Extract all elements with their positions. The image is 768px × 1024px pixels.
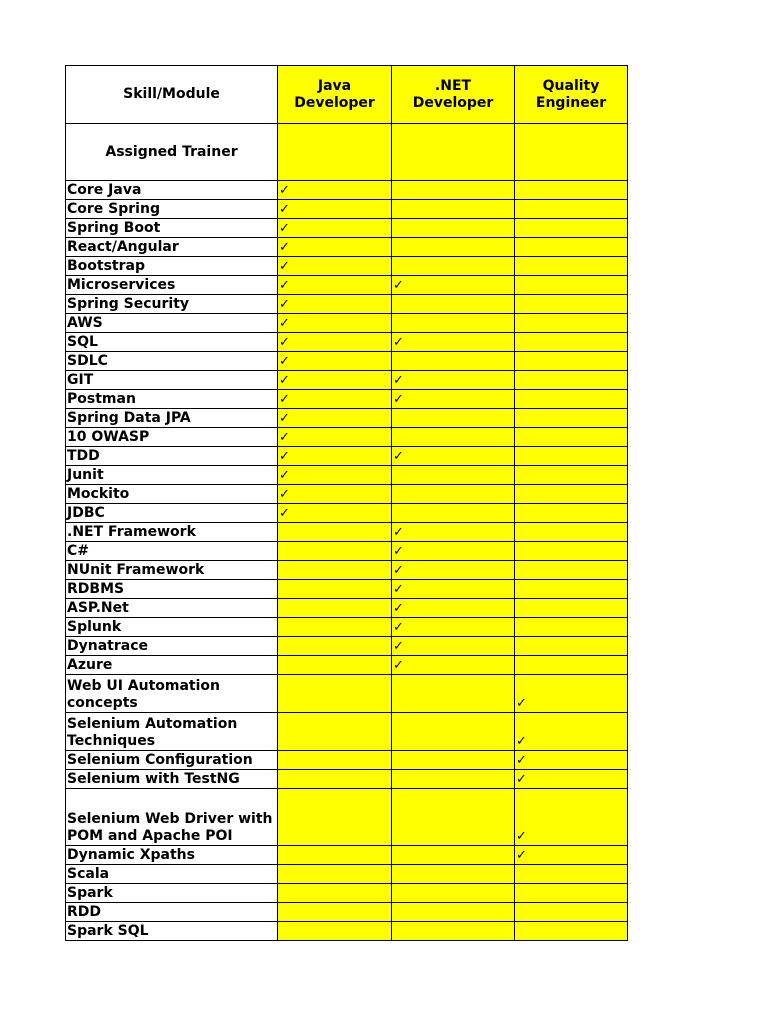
trainer-qe (515, 124, 628, 181)
check-cell-qe (515, 447, 628, 466)
checkmark-icon: ✓ (279, 392, 290, 407)
skill-name: Core Spring (66, 200, 278, 219)
check-cell-qe (515, 257, 628, 276)
check-cell-qe (515, 276, 628, 295)
table-row (66, 276, 628, 295)
checkmark-icon: ✓ (279, 506, 290, 521)
check-cell-net (392, 257, 515, 276)
skill-name: AWS (66, 314, 278, 333)
check-cell-java (278, 371, 392, 390)
skill-name: Selenium Automation Techniques (66, 713, 278, 751)
check-cell-net (392, 352, 515, 371)
checkmark-icon: ✓ (279, 316, 290, 331)
check-cell-java (278, 713, 392, 751)
check-cell-java (278, 523, 392, 542)
check-cell-qe (515, 390, 628, 409)
assigned-trainer-label: Assigned Trainer (66, 124, 278, 181)
skill-name: GIT (66, 371, 278, 390)
check-cell-qe (515, 618, 628, 637)
table-row (66, 846, 628, 865)
check-cell-java (278, 542, 392, 561)
skill-name: 10 OWASP (66, 428, 278, 447)
table-row (66, 523, 628, 542)
check-cell-java (278, 200, 392, 219)
check-cell-net (392, 770, 515, 789)
table-row (66, 371, 628, 390)
checkmark-icon: ✓ (393, 373, 404, 388)
check-cell-qe (515, 352, 628, 371)
table-row (66, 200, 628, 219)
table-row (66, 238, 628, 257)
skill-name: Spring Security (66, 295, 278, 314)
table-row (66, 561, 628, 580)
header-skill-module: Skill/Module (66, 66, 278, 124)
table-row (66, 466, 628, 485)
skill-name: SQL (66, 333, 278, 352)
check-cell-qe (515, 466, 628, 485)
check-cell-qe (515, 561, 628, 580)
checkmark-icon: ✓ (279, 221, 290, 236)
check-cell-java (278, 637, 392, 656)
checkmark-icon: ✓ (516, 848, 527, 863)
skill-name: Azure (66, 656, 278, 675)
skills-matrix-table (65, 65, 628, 941)
skill-name: Spark SQL (66, 922, 278, 941)
check-cell-qe (515, 656, 628, 675)
check-cell-java (278, 599, 392, 618)
check-cell-java (278, 561, 392, 580)
table-row (66, 618, 628, 637)
table-row (66, 352, 628, 371)
checkmark-icon: ✓ (393, 639, 404, 654)
checkmark-icon: ✓ (279, 278, 290, 293)
check-cell-java (278, 409, 392, 428)
check-cell-net (392, 523, 515, 542)
check-cell-java (278, 181, 392, 200)
table-row (66, 751, 628, 770)
table-row (66, 333, 628, 352)
skill-name: Spring Boot (66, 219, 278, 238)
header-net-developer: .NET Developer (392, 66, 515, 124)
skill-name: Selenium with TestNG (66, 770, 278, 789)
check-cell-qe (515, 333, 628, 352)
checkmark-icon: ✓ (516, 734, 527, 749)
table-row (66, 789, 628, 846)
check-cell-net (392, 542, 515, 561)
checkmark-icon: ✓ (393, 335, 404, 350)
check-cell-qe (515, 295, 628, 314)
check-cell-java (278, 922, 392, 941)
trainer-row (66, 124, 628, 181)
check-cell-java (278, 656, 392, 675)
check-cell-net (392, 884, 515, 903)
table-row (66, 181, 628, 200)
check-cell-net (392, 789, 515, 846)
check-cell-java (278, 770, 392, 789)
skill-name: React/Angular (66, 238, 278, 257)
skill-name: Splunk (66, 618, 278, 637)
check-cell-net (392, 846, 515, 865)
header-row (66, 66, 628, 124)
check-cell-qe (515, 238, 628, 257)
check-cell-net (392, 333, 515, 352)
skill-name: Web UI Automation concepts (66, 675, 278, 713)
checkmark-icon: ✓ (516, 753, 527, 768)
check-cell-java (278, 846, 392, 865)
checkmark-icon: ✓ (393, 582, 404, 597)
checkmark-icon: ✓ (279, 297, 290, 312)
check-cell-net (392, 713, 515, 751)
checkmark-icon: ✓ (393, 658, 404, 673)
check-cell-qe (515, 865, 628, 884)
check-cell-java (278, 219, 392, 238)
check-cell-net (392, 409, 515, 428)
checkmark-icon: ✓ (279, 183, 290, 198)
check-cell-qe (515, 599, 628, 618)
table-row (66, 219, 628, 238)
checkmark-icon: ✓ (516, 829, 527, 844)
check-cell-java (278, 884, 392, 903)
table-row (66, 580, 628, 599)
check-cell-java (278, 447, 392, 466)
check-cell-net (392, 751, 515, 770)
check-cell-net (392, 200, 515, 219)
check-cell-qe (515, 181, 628, 200)
checkmark-icon: ✓ (393, 601, 404, 616)
table-row (66, 314, 628, 333)
skill-name: Spark (66, 884, 278, 903)
check-cell-java (278, 390, 392, 409)
skill-name: Postman (66, 390, 278, 409)
check-cell-qe (515, 428, 628, 447)
check-cell-net (392, 485, 515, 504)
check-cell-net (392, 618, 515, 637)
skill-name: RDD (66, 903, 278, 922)
checkmark-icon: ✓ (516, 696, 527, 711)
check-cell-net (392, 903, 515, 922)
table-row (66, 485, 628, 504)
table-row (66, 865, 628, 884)
checkmark-icon: ✓ (393, 563, 404, 578)
check-cell-net (392, 656, 515, 675)
check-cell-net (392, 561, 515, 580)
checkmark-icon: ✓ (279, 202, 290, 217)
table-row (66, 713, 628, 751)
skill-name: C# (66, 542, 278, 561)
checkmark-icon: ✓ (516, 772, 527, 787)
skill-name: Selenium Web Driver with POM and Apache POI (66, 789, 278, 846)
check-cell-qe (515, 637, 628, 656)
table-row (66, 390, 628, 409)
check-cell-qe (515, 409, 628, 428)
check-cell-net (392, 580, 515, 599)
table-row (66, 409, 628, 428)
check-cell-java (278, 789, 392, 846)
check-cell-java (278, 428, 392, 447)
check-cell-net (392, 637, 515, 656)
check-cell-net (392, 219, 515, 238)
header-quality-engineer: Quality Engineer (515, 66, 628, 124)
check-cell-qe (515, 504, 628, 523)
check-cell-qe (515, 314, 628, 333)
table-row (66, 884, 628, 903)
check-cell-net (392, 504, 515, 523)
check-cell-net (392, 295, 515, 314)
skill-name: ASP.Net (66, 599, 278, 618)
table-row (66, 770, 628, 789)
table-row (66, 637, 628, 656)
check-cell-java (278, 865, 392, 884)
check-cell-java (278, 675, 392, 713)
skill-name: .NET Framework (66, 523, 278, 542)
check-cell-qe (515, 675, 628, 713)
checkmark-icon: ✓ (279, 411, 290, 426)
check-cell-net (392, 181, 515, 200)
check-cell-net (392, 276, 515, 295)
check-cell-qe (515, 371, 628, 390)
check-cell-qe (515, 542, 628, 561)
table-row (66, 656, 628, 675)
checkmark-icon: ✓ (279, 449, 290, 464)
table-row (66, 675, 628, 713)
check-cell-net (392, 599, 515, 618)
checkmark-icon: ✓ (279, 373, 290, 388)
checkmark-icon: ✓ (393, 544, 404, 559)
checkmark-icon: ✓ (393, 449, 404, 464)
checkmark-icon: ✓ (393, 278, 404, 293)
skill-name: Selenium Configuration (66, 751, 278, 770)
check-cell-net (392, 447, 515, 466)
check-cell-java (278, 352, 392, 371)
check-cell-net (392, 238, 515, 257)
checkmark-icon: ✓ (279, 335, 290, 350)
table-row (66, 903, 628, 922)
table-row (66, 257, 628, 276)
checkmark-icon: ✓ (279, 468, 290, 483)
check-cell-net (392, 371, 515, 390)
check-cell-qe (515, 903, 628, 922)
skill-name: Microservices (66, 276, 278, 295)
skill-name: Bootstrap (66, 257, 278, 276)
trainer-java (278, 124, 392, 181)
check-cell-net (392, 466, 515, 485)
check-cell-java (278, 257, 392, 276)
check-cell-qe (515, 751, 628, 770)
skill-name: NUnit Framework (66, 561, 278, 580)
table-row (66, 295, 628, 314)
header-java-developer: Java Developer (278, 66, 392, 124)
table-row (66, 428, 628, 447)
checkmark-icon: ✓ (279, 430, 290, 445)
check-cell-net (392, 675, 515, 713)
table-row (66, 542, 628, 561)
check-cell-java (278, 314, 392, 333)
skill-name: TDD (66, 447, 278, 466)
check-cell-qe (515, 580, 628, 599)
check-cell-qe (515, 200, 628, 219)
table-row (66, 504, 628, 523)
check-cell-java (278, 903, 392, 922)
checkmark-icon: ✓ (279, 487, 290, 502)
skill-name: Scala (66, 865, 278, 884)
table-row (66, 447, 628, 466)
check-cell-net (392, 314, 515, 333)
check-cell-java (278, 504, 392, 523)
skill-name: Dynamic Xpaths (66, 846, 278, 865)
check-cell-qe (515, 485, 628, 504)
check-cell-java (278, 466, 392, 485)
table-row (66, 922, 628, 941)
check-cell-java (278, 485, 392, 504)
table-row (66, 599, 628, 618)
skill-name: Dynatrace (66, 637, 278, 656)
check-cell-qe (515, 523, 628, 542)
check-cell-java (278, 238, 392, 257)
check-cell-net (392, 428, 515, 447)
skill-name: Mockito (66, 485, 278, 504)
check-cell-qe (515, 884, 628, 903)
checkmark-icon: ✓ (393, 525, 404, 540)
skill-name: Spring Data JPA (66, 409, 278, 428)
check-cell-java (278, 295, 392, 314)
check-cell-java (278, 333, 392, 352)
trainer-net (392, 124, 515, 181)
check-cell-qe (515, 219, 628, 238)
checkmark-icon: ✓ (279, 259, 290, 274)
skill-name: RDBMS (66, 580, 278, 599)
skill-name: Core Java (66, 181, 278, 200)
check-cell-java (278, 276, 392, 295)
check-cell-qe (515, 770, 628, 789)
check-cell-qe (515, 846, 628, 865)
check-cell-java (278, 618, 392, 637)
check-cell-net (392, 390, 515, 409)
checkmark-icon: ✓ (279, 240, 290, 255)
check-cell-net (392, 865, 515, 884)
check-cell-qe (515, 789, 628, 846)
skill-name: Junit (66, 466, 278, 485)
check-cell-net (392, 922, 515, 941)
skill-name: SDLC (66, 352, 278, 371)
checkmark-icon: ✓ (393, 392, 404, 407)
check-cell-java (278, 580, 392, 599)
check-cell-java (278, 751, 392, 770)
check-cell-qe (515, 922, 628, 941)
checkmark-icon: ✓ (393, 620, 404, 635)
check-cell-qe (515, 713, 628, 751)
checkmark-icon: ✓ (279, 354, 290, 369)
skill-name: JDBC (66, 504, 278, 523)
